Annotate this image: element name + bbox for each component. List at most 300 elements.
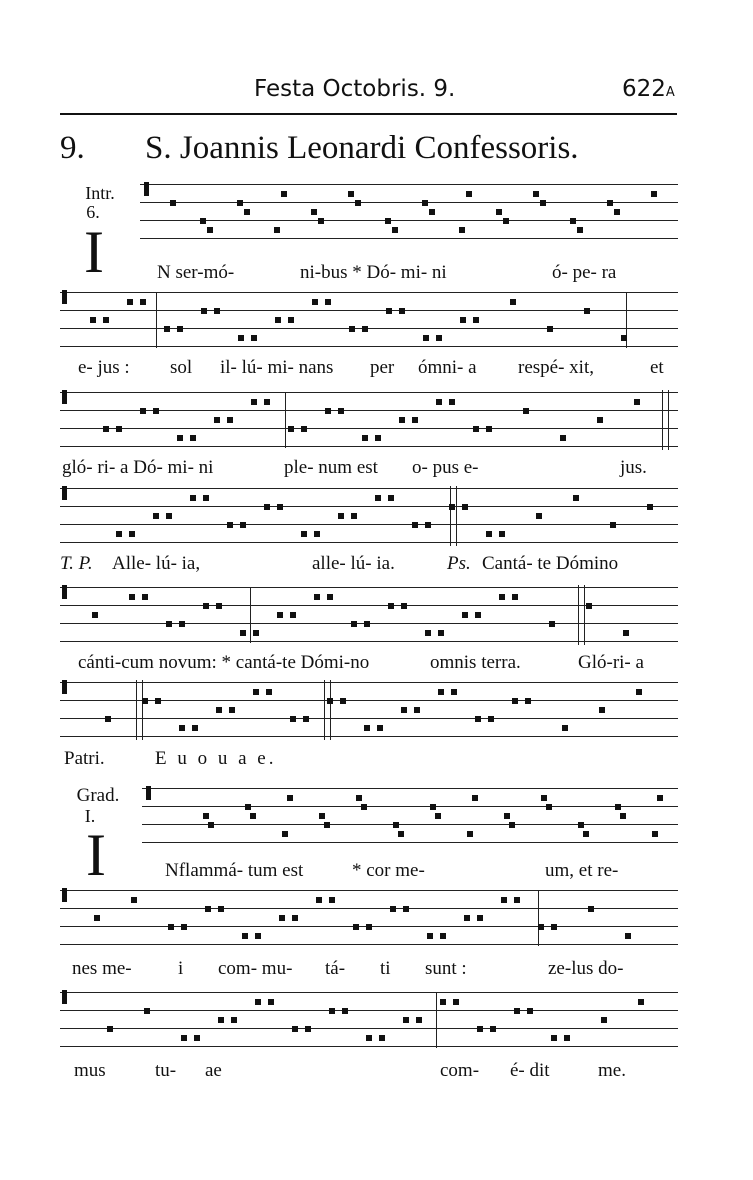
neume [277,504,283,510]
neume [329,1008,335,1014]
neume [181,1035,187,1041]
neume [527,1008,533,1014]
neume [142,594,148,600]
neume [509,822,515,828]
neume [473,426,479,432]
neume [342,1008,348,1014]
neume [486,531,492,537]
lyric-line: alle- lú- ia. [312,553,395,574]
do-clef [62,585,67,599]
neume [578,822,584,828]
neume [425,630,431,636]
lyric-line: jus. [620,457,647,478]
neume [327,698,333,704]
page-number-value: 622 [622,76,666,102]
neume [423,335,429,341]
neume [412,522,418,528]
neume [652,831,658,837]
neume [290,716,296,722]
gradual-mode: I. [84,806,96,826]
neume [514,1008,520,1014]
lyric-line: cánti-cum novum: * cantá-te Dómi-no [78,652,370,673]
lyric-line: Alle- lú- ia, [112,553,201,574]
neume [577,227,583,233]
neume [564,1035,570,1041]
do-clef [62,990,67,1004]
lyric-line: um, et re- [545,860,619,881]
lyric-line: é- dit [510,1060,550,1081]
introit-mode: 6. [86,202,100,222]
neume [237,200,243,206]
lyric-line: me. [598,1060,626,1081]
lyric-line: o- pus e- [412,457,479,478]
neume [227,417,233,423]
staff-5 [60,585,678,645]
neume [429,209,435,215]
neume [287,795,293,801]
neume [340,698,346,704]
neume [464,915,470,921]
lyric-line: respé- xit, [518,357,594,378]
neume [281,191,287,197]
neume [351,513,357,519]
neume [168,924,174,930]
neume [504,813,510,819]
neume [251,335,257,341]
neume [348,191,354,197]
lyric-line: Ps. [447,553,471,574]
neume [392,227,398,233]
neume [216,707,222,713]
neume [242,933,248,939]
gradual-initial: I [86,822,106,888]
neume [525,698,531,704]
neume [459,227,465,233]
neume [203,603,209,609]
staff-6 [60,680,678,740]
lyric-line: Patri. [64,748,105,769]
neume [92,612,98,618]
neume [303,716,309,722]
neume [601,1017,607,1023]
neume [514,897,520,903]
neume [179,621,185,627]
neume [277,612,283,618]
neume [103,317,109,323]
neume [155,698,161,704]
neume [356,795,362,801]
neume [361,804,367,810]
neume [140,299,146,305]
neume [366,924,372,930]
lyric-line: e- jus : [78,357,130,378]
neume [625,933,631,939]
neume [475,716,481,722]
neume [536,513,542,519]
neume [142,698,148,704]
lyric-line: T. P. [60,553,93,574]
do-clef [146,786,151,800]
neume [214,417,220,423]
neume [94,915,100,921]
neume [390,906,396,912]
neume [129,531,135,537]
neume [244,209,250,215]
neume [583,831,589,837]
neume [201,308,207,314]
neume [435,813,441,819]
neume [105,716,111,722]
neume [440,999,446,1005]
neume [166,621,172,627]
neume [266,689,272,695]
neume [264,399,270,405]
neume [366,1035,372,1041]
neume [170,200,176,206]
neume [614,209,620,215]
lyric-line: ze-lus do- [548,958,624,979]
neume [325,408,331,414]
neume [403,906,409,912]
neume [551,924,557,930]
lyric-line: com- [440,1060,480,1081]
neume [227,522,233,528]
staff-8 [60,888,678,948]
neume [290,612,296,618]
feast-title: S. Joannis Leonardi Confessoris. [145,130,579,166]
neume [425,522,431,528]
neume [216,603,222,609]
neume [349,326,355,332]
do-clef [62,390,67,404]
lyric-line: E u o u a e. [155,748,277,769]
neume [416,1017,422,1023]
neume [338,513,344,519]
neume [399,308,405,314]
introit-label: Intr. [85,183,115,203]
neume [401,603,407,609]
do-clef [62,290,67,304]
neume [140,408,146,414]
neume [240,522,246,528]
neume [200,218,206,224]
neume [533,191,539,197]
staff-9 [60,990,678,1050]
neume [364,621,370,627]
neume [253,630,259,636]
neume [538,924,544,930]
neume [205,906,211,912]
neume [460,317,466,323]
neume [451,689,457,695]
neume [449,504,455,510]
neume [375,435,381,441]
do-clef [62,486,67,500]
neume [597,417,603,423]
neume [292,1026,298,1032]
neume [214,308,220,314]
gradual-label: Grad. [76,785,120,806]
neume [208,822,214,828]
neume [305,1026,311,1032]
lyric-line: et [650,357,664,378]
neume [177,326,183,332]
neume [501,897,507,903]
lyric-line: Gló-ri- a [578,652,644,673]
neume [362,326,368,332]
neume [657,795,663,801]
neume [144,1008,150,1014]
neume [473,317,479,323]
neume [403,1017,409,1023]
neume [107,1026,113,1032]
lyric-line: gló- ri- a Dó- mi- ni [62,457,214,478]
neume [388,495,394,501]
neume [192,725,198,731]
lyric-line: Cantá- te Dómino [482,553,619,574]
page-number-suffix: A [665,85,675,100]
lyric-line: Nflammá- tum est [165,860,304,881]
neume [153,513,159,519]
lyric-line: N ser-mó- [157,262,235,283]
neume [499,594,505,600]
neume [438,630,444,636]
neume [570,218,576,224]
neume [190,495,196,501]
neume [229,707,235,713]
do-clef [62,888,67,902]
lyric-line: ó- pe- ra [552,262,617,283]
lyric-line: ple- num est [284,457,378,478]
neume [301,426,307,432]
neume [620,813,626,819]
neume [496,209,502,215]
neume [275,317,281,323]
lyric-line: tá- [325,958,346,979]
lyric-line: il- lú- mi- nans [220,357,334,378]
neume [438,689,444,695]
neume [250,813,256,819]
neume [503,218,509,224]
neume [499,531,505,537]
lyric-line: ni-bus * Dó- mi- ni [300,262,447,283]
neume [586,603,592,609]
page-number [622,76,675,102]
lyric-line: nes me- [72,958,132,979]
neume [127,299,133,305]
neume [621,335,627,341]
neume [255,999,261,1005]
neume [379,1035,385,1041]
neume [541,795,547,801]
neume [549,621,555,627]
neume [490,1026,496,1032]
neume [103,426,109,432]
neume [615,804,621,810]
lyric-line: tu- [155,1060,177,1081]
neume [385,218,391,224]
neume [584,308,590,314]
neume [116,531,122,537]
neume [638,999,644,1005]
neume [512,698,518,704]
neume [472,795,478,801]
neume [607,200,613,206]
neume [377,725,383,731]
neume [510,299,516,305]
neume [488,716,494,722]
neume [231,1017,237,1023]
neume [311,209,317,215]
lyric-line: mus [74,1060,106,1081]
neume [651,191,657,197]
neume [623,630,629,636]
neume [218,906,224,912]
neume [427,933,433,939]
neume [116,426,122,432]
neume [453,999,459,1005]
running-title: Festa Octobris. 9. [254,76,456,102]
neume [636,689,642,695]
lyric-line: com- mu- [218,958,293,979]
neume [398,831,404,837]
neume [353,924,359,930]
neume [166,513,172,519]
staff-1 [140,182,678,242]
neume [129,594,135,600]
neume [240,630,246,636]
header-rule [60,113,677,115]
neume [279,915,285,921]
staff-3 [60,390,678,450]
feast-number: 9. [60,130,85,166]
neume [486,426,492,432]
staff-4 [60,486,678,546]
neume [329,897,335,903]
neume [324,822,330,828]
neume [314,594,320,600]
neume [190,435,196,441]
neume [181,924,187,930]
neume [364,725,370,731]
neume [401,707,407,713]
neume [422,200,428,206]
neume [312,299,318,305]
neume [634,399,640,405]
neume [562,725,568,731]
neume [477,915,483,921]
neume [430,804,436,810]
lyric-line: * cor me- [352,860,425,881]
neume [203,813,209,819]
neume [547,326,553,332]
lyric-line: omnis terra. [430,652,521,673]
neume [540,200,546,206]
neume [194,1035,200,1041]
neume [355,200,361,206]
neume [274,227,280,233]
neume [440,933,446,939]
neume [179,725,185,731]
lyric-line: ómni- a [418,357,477,378]
neume [414,707,420,713]
neume [338,408,344,414]
neume [466,191,472,197]
neume [90,317,96,323]
neume [599,707,605,713]
neume [292,915,298,921]
neume [288,426,294,432]
neume [475,612,481,618]
lyric-line: sunt : [425,958,467,979]
neume [203,495,209,501]
neume [327,594,333,600]
neume [462,504,468,510]
neume [399,417,405,423]
neume [218,1017,224,1023]
lyric-line: per [370,357,395,378]
do-clef [62,680,67,694]
neume [467,831,473,837]
neume [588,906,594,912]
neume [245,804,251,810]
neume [449,399,455,405]
neume [393,822,399,828]
neume [362,435,368,441]
neume [314,531,320,537]
neume [647,504,653,510]
neume [288,317,294,323]
neume [573,495,579,501]
neume [560,435,566,441]
neume [153,408,159,414]
neume [523,408,529,414]
do-clef [144,182,149,196]
neume [301,531,307,537]
neume [251,399,257,405]
neume [319,813,325,819]
neume [610,522,616,528]
lyric-line: i [178,958,184,979]
lyric-line: ti [380,958,391,979]
neume [264,504,270,510]
neume [546,804,552,810]
neume [375,495,381,501]
neume [325,299,331,305]
lyric-line: sol [170,357,193,378]
staff-7 [142,786,678,846]
neume [316,897,322,903]
neume [386,308,392,314]
neume [436,399,442,405]
neume [164,326,170,332]
neume [282,831,288,837]
neume [131,897,137,903]
neume [238,335,244,341]
neume [551,1035,557,1041]
staff-2 [60,290,678,350]
neume [207,227,213,233]
introit-initial: I [84,219,104,285]
neume [436,335,442,341]
neume [512,594,518,600]
neume [255,933,261,939]
neume [268,999,274,1005]
lyric-line: ae [205,1060,222,1081]
neume [412,417,418,423]
neume [177,435,183,441]
neume [477,1026,483,1032]
